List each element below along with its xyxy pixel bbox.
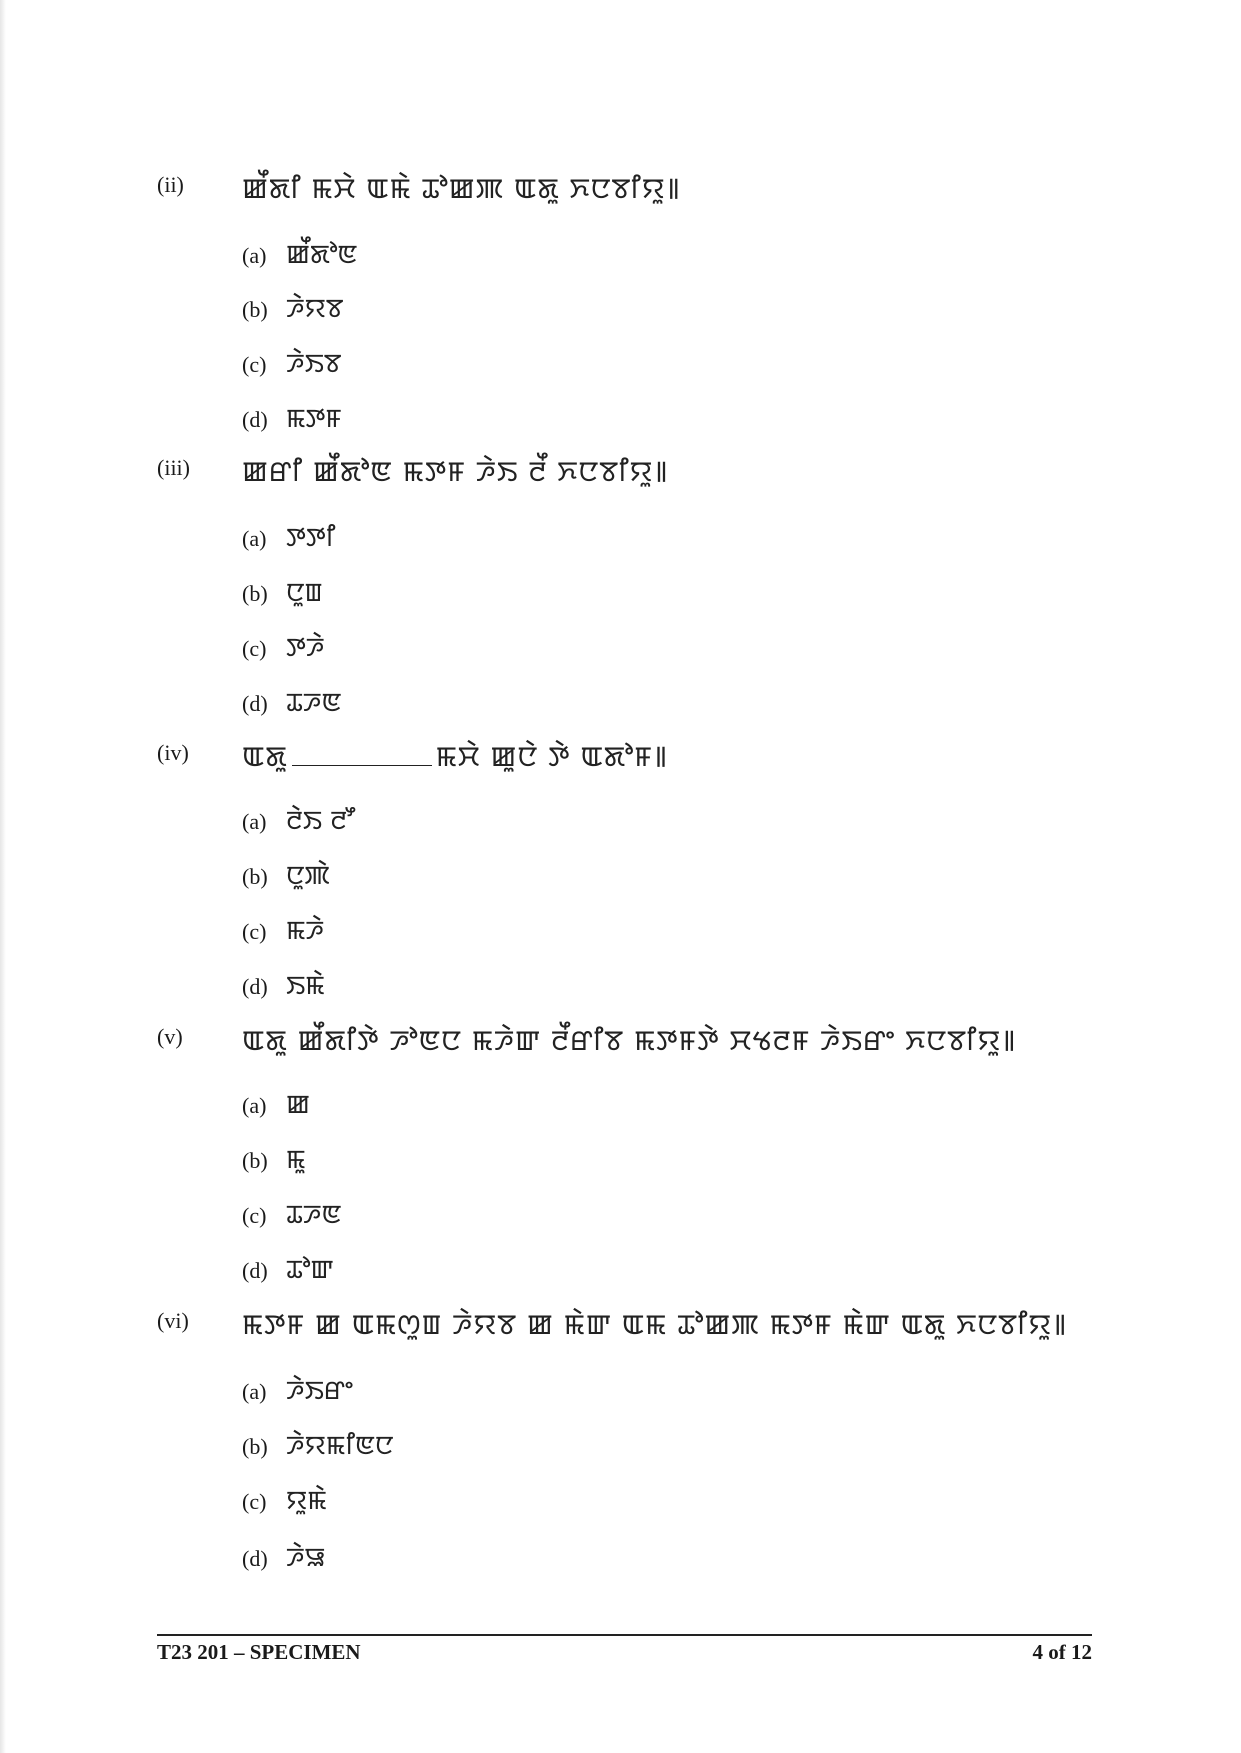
question-number: (vi) [157, 1308, 189, 1333]
option-text: ꯃꯍꯥ [286, 916, 325, 946]
option-text: ꯇꯍꯥ [286, 633, 325, 663]
option-text: ꯊꯍꯟ [286, 688, 342, 718]
option-text: ꯊꯣꯛ [286, 1255, 334, 1285]
option-text: ꯍꯥꯎ [286, 1543, 326, 1573]
option-d[interactable] [242, 1539, 326, 1575]
option-label: (c) [242, 919, 267, 944]
answer-blank [292, 743, 432, 766]
question-number: (ii) [157, 172, 184, 197]
option-text: ꯀ [286, 1090, 311, 1120]
option-label: (a) [242, 1379, 267, 1404]
page-edge-shadow [0, 0, 6, 1753]
option-label: (b) [242, 297, 268, 322]
option-label: (d) [242, 974, 268, 999]
option-label: (b) [242, 1148, 268, 1173]
option-label: (b) [242, 864, 268, 889]
option-text: ꯍꯥꯌꯕ [286, 294, 344, 324]
option-label: (b) [242, 581, 268, 606]
exam-code: T23 201 – SPECIMEN [157, 1640, 361, 1664]
option-text: ꯍꯥꯌꯃꯤꯟꯅ [286, 1431, 394, 1461]
option-text: ꯍꯥꯏꯕ [286, 349, 342, 379]
option-label: (c) [242, 1489, 267, 1514]
question-text: ꯃꯇꯝ ꯀ ꯑꯃꯁꯨꯡ ꯍꯥꯌꯕ ꯀ ꯃꯥꯛ ꯑꯃ ꯊꯣꯀꯄ ꯃꯇꯝ ꯃꯥꯛ ꯑꯗꯨ ꯈꯅꯕꯤꯌꯨ꯫ [242, 1308, 1068, 1341]
option-text: ꯊꯍꯟ [286, 1200, 342, 1230]
option-text: ꯅꯨꯡ [286, 578, 323, 608]
question-number: (iv) [157, 740, 189, 765]
option-label: (a) [242, 243, 267, 268]
option-c[interactable] [242, 1482, 327, 1518]
option-b[interactable] [242, 574, 323, 610]
option-d[interactable] [242, 1251, 334, 1287]
option-c[interactable] [242, 345, 341, 381]
option-label: (c) [242, 636, 267, 661]
option-text: ꯃꯇꯝ [286, 404, 342, 434]
option-label: (a) [242, 1093, 267, 1118]
option-a[interactable] [242, 802, 355, 838]
option-a[interactable] [242, 236, 357, 272]
question-text-start: ꯑꯗꯨ [242, 740, 288, 773]
option-label: (c) [242, 352, 267, 377]
option-d[interactable] [242, 684, 342, 720]
option-a[interactable] [242, 1086, 310, 1122]
option-text: ꯃꯨ [286, 1145, 306, 1175]
question-number: (v) [157, 1024, 183, 1049]
question-number: (iii) [157, 455, 190, 480]
option-text: ꯏꯃꯥ [286, 971, 325, 1001]
option-text: ꯂꯥꯏ ꯂꯧ [286, 806, 355, 836]
option-b[interactable] [242, 1141, 306, 1177]
option-label: (a) [242, 809, 267, 834]
option-d[interactable] [242, 400, 342, 436]
option-c[interactable] [242, 912, 324, 948]
option-label: (c) [242, 1203, 267, 1228]
option-label: (d) [242, 407, 268, 432]
option-text: ꯌꯨꯃꯥ [286, 1486, 327, 1516]
question-text: ꯀꯔꯤ ꯀꯩꯗꯣꯟ ꯃꯇꯝ ꯍꯥꯏ ꯂꯩ ꯈꯅꯕꯤꯌꯨ꯫ [242, 455, 669, 488]
option-text: ꯇꯇꯤ [286, 523, 336, 553]
option-c[interactable] [242, 629, 325, 665]
option-text: ꯅꯨꯄꯥ [286, 861, 330, 891]
footer-divider [157, 1634, 1092, 1636]
option-a[interactable] [242, 1372, 353, 1408]
question-text: ꯑꯗꯨ ꯀꯩꯗꯤꯇꯥ ꯍꯣꯟꯅ ꯃꯍꯥꯛ ꯂꯩꯔꯤꯕ ꯃꯇꯝꯇꯥ ꯆꯠꯂꯝ ꯍꯥꯏꯔꯦ ꯈꯅꯕꯤꯌꯨ꯫ [242, 1024, 1017, 1057]
page-number: 4 of 12 [1032, 1640, 1092, 1664]
option-text: ꯀꯩꯗꯣꯟ [286, 240, 358, 270]
option-b[interactable] [242, 290, 343, 326]
option-d[interactable] [242, 967, 325, 1003]
option-a[interactable] [242, 519, 335, 555]
option-b[interactable] [242, 857, 330, 893]
option-text: ꯍꯥꯏꯔꯦ [286, 1376, 354, 1406]
question-text: ꯀꯩꯗꯤ ꯃꯆꯥ ꯑꯃꯥ ꯊꯣꯀꯄ ꯑꯗꯨ ꯈꯅꯕꯤꯌꯨ꯫ [242, 172, 681, 205]
question-text [242, 736, 668, 775]
question-text-end: ꯃꯆꯥ ꯀꯨꯅꯥ ꯇꯥ ꯑꯗꯣꯝ꯫ [435, 740, 669, 773]
option-label: (d) [242, 691, 268, 716]
option-label: (b) [242, 1434, 268, 1459]
option-label: (d) [242, 1258, 268, 1283]
option-label: (a) [242, 526, 267, 551]
option-label: (d) [242, 1546, 268, 1571]
option-c[interactable] [242, 1196, 342, 1232]
option-b[interactable] [242, 1427, 393, 1463]
